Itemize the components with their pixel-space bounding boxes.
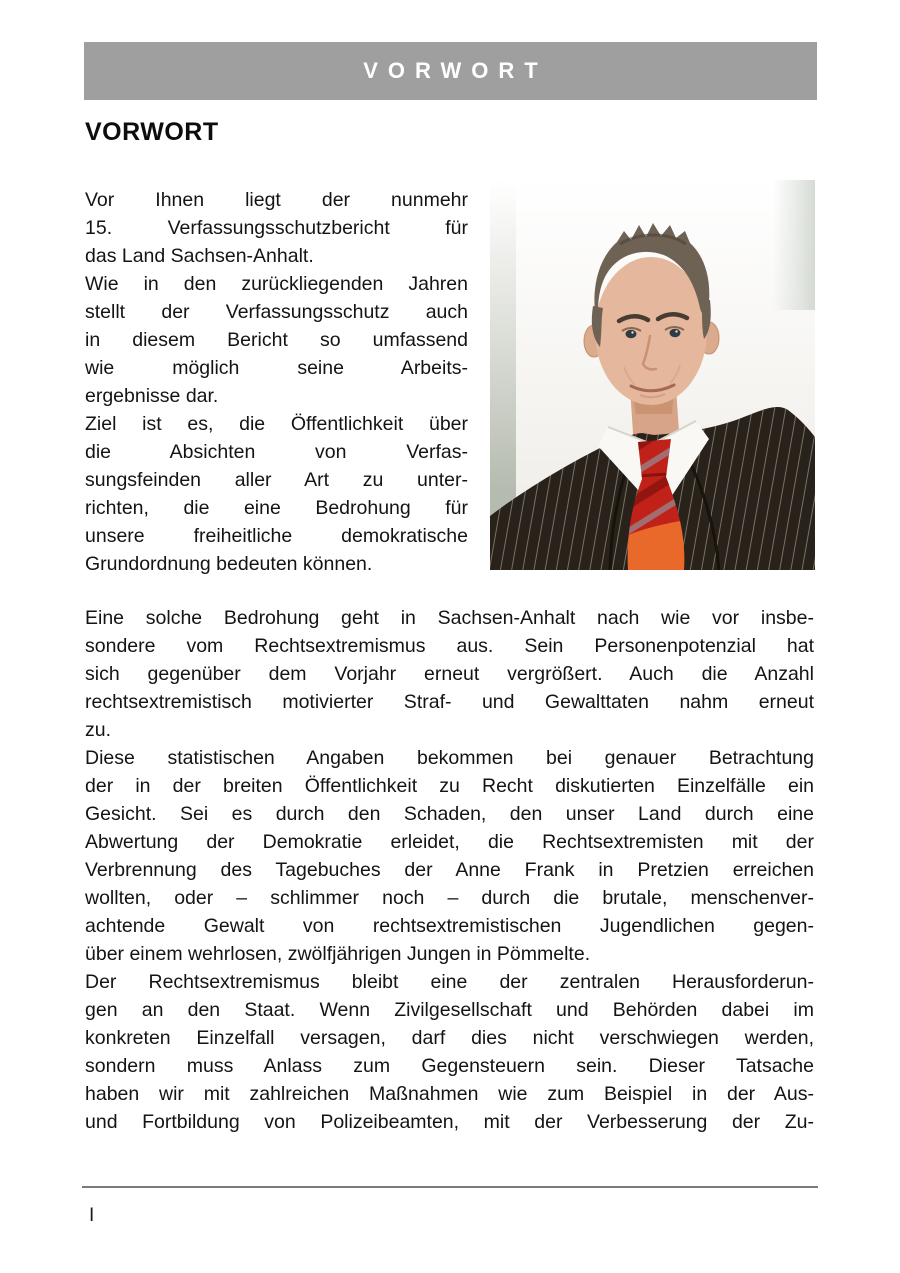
text-line: rechtsextremistisch motivierter Straf- und Gewalttaten nahm erneut xyxy=(85,691,814,713)
text-line: das Land Sachsen-Anhalt. xyxy=(85,245,314,267)
text-line: unsere freiheitliche demokratische xyxy=(85,525,468,547)
text-line: Diese statistischen Angaben bekommen bei genauer Betrachtung xyxy=(85,747,814,769)
text-line: über einem wehrlosen, zwölfjährigen Jungen in Pömmelte. xyxy=(85,943,591,965)
text-line: Gesicht. Sei es durch den Schaden, den unser Land durch eine xyxy=(85,803,814,825)
text-line: sungsfeinden aller Art zu unter- xyxy=(85,469,468,491)
text-line: sondere vom Rechtsextremismus aus. Sein Personenpotenzial hat xyxy=(85,635,814,657)
body-paragraph-1 xyxy=(85,604,814,744)
text-line: wollten, oder – schlimmer noch – durch die brutale, menschenver- xyxy=(85,887,814,909)
text-line: Abwertung der Demokratie erleidet, die Rechtsextremisten mit der xyxy=(85,831,814,853)
text-line: der in der breiten Öffentlichkeit zu Recht diskutierten Einzelfälle ein xyxy=(85,775,814,797)
page-title: VORWORT xyxy=(85,118,219,146)
intro-paragraph-1 xyxy=(85,186,468,270)
portrait-illustration xyxy=(490,180,815,570)
text-line: wie möglich seine Arbeits- xyxy=(85,357,468,379)
band-title: VORWORT xyxy=(363,58,548,83)
text-line: in diesem Bericht so umfassend xyxy=(85,329,468,351)
text-line: Grundordnung bedeuten können. xyxy=(85,553,373,575)
text-line: Der Rechtsextremismus bleibt eine der zentralen Herausforderun- xyxy=(85,971,814,993)
text-line: ergebnisse dar. xyxy=(85,385,219,407)
section-header-band xyxy=(84,42,817,100)
text-line: Eine solche Bedrohung geht in Sachsen-Anhalt nach wie vor insbe- xyxy=(85,607,814,629)
text-line: die Absichten von Verfas- xyxy=(85,441,468,463)
text-line: konkreten Einzelfall versagen, darf dies nicht verschwiegen werden, xyxy=(85,1027,814,1049)
text-line: achtende Gewalt von rechtsextremistischen Jugendlichen gegen- xyxy=(85,915,814,937)
body-paragraph-2 xyxy=(85,744,814,968)
body-paragraph-3 xyxy=(85,968,814,1136)
intro-text-column xyxy=(85,186,468,578)
text-line: Wie in den zurückliegenden Jahren xyxy=(85,273,468,295)
text-line: richten, die eine Bedrohung für xyxy=(85,497,468,519)
text-line: stellt der Verfassungsschutz auch xyxy=(85,301,468,323)
text-line: Vor Ihnen liegt der nunmehr xyxy=(85,189,468,211)
text-line: Ziel ist es, die Öffentlichkeit über xyxy=(85,413,468,435)
text-line: und Fortbildung von Polizeibeamten, mit der Verbesserung der Zu- xyxy=(85,1111,814,1133)
text-line: haben wir mit zahlreichen Maßnahmen wie zum Beispiel in der Aus- xyxy=(85,1083,814,1105)
text-line: sich gegenüber dem Vorjahr erneut vergrößert. Auch die Anzahl xyxy=(85,663,814,685)
page-number: I xyxy=(89,1205,95,1226)
text-line: gen an den Staat. Wenn Zivilgesellschaft und Behörden dabei im xyxy=(85,999,814,1021)
text-line: 15. Verfassungsschutzbericht für xyxy=(85,217,468,239)
text-line: sondern muss Anlass zum Gegensteuern sein. Dieser Tatsache xyxy=(85,1055,814,1077)
intro-paragraph-2 xyxy=(85,270,468,410)
intro-paragraph-3 xyxy=(85,410,468,578)
footer-rule xyxy=(82,1186,818,1188)
portrait-photo xyxy=(490,180,815,570)
text-line: zu. xyxy=(85,719,112,741)
text-line: Verbrennung des Tagebuches der Anne Frank in Pretzien erreichen xyxy=(85,859,814,881)
body-text-section xyxy=(85,604,814,1136)
